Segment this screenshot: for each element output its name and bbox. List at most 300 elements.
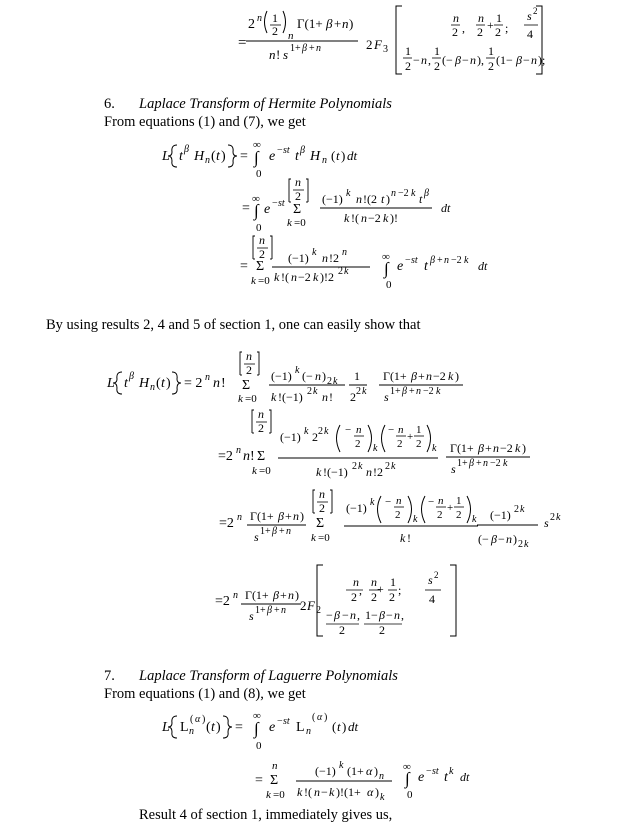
svg-text:n: n xyxy=(257,13,262,24)
svg-text:s: s xyxy=(527,9,532,23)
svg-text:,: , xyxy=(359,583,362,597)
svg-text:t: t xyxy=(419,192,423,206)
svg-text:2: 2 xyxy=(533,6,538,16)
svg-text:!2: !2 xyxy=(373,465,383,479)
svg-text:β: β xyxy=(516,53,522,67)
svg-text:=2: =2 xyxy=(215,594,230,609)
svg-text:=: = xyxy=(255,773,263,788)
svg-text:k: k xyxy=(329,785,335,799)
svg-text:F: F xyxy=(374,37,382,52)
svg-text:!2: !2 xyxy=(329,251,339,265)
svg-text:2: 2 xyxy=(488,59,494,73)
svg-text:n: n xyxy=(391,188,396,199)
svg-text:k: k xyxy=(391,461,396,472)
svg-text:)!2: )!2 xyxy=(320,270,334,284)
svg-text:(: ( xyxy=(331,148,336,163)
svg-text:t: t xyxy=(336,148,340,163)
svg-text:s: s xyxy=(384,390,389,404)
svg-text:k: k xyxy=(358,461,363,472)
svg-text:s: s xyxy=(544,516,549,530)
svg-text:β: β xyxy=(300,145,305,156)
svg-text:t: t xyxy=(381,192,385,206)
svg-text:k: k xyxy=(333,376,338,387)
svg-text:t: t xyxy=(211,720,215,735)
svg-text:e: e xyxy=(397,259,404,274)
svg-text:): ) xyxy=(349,16,354,31)
svg-text:4: 4 xyxy=(527,27,533,41)
svg-text:k: k xyxy=(373,443,378,454)
svg-text:n: n xyxy=(314,785,320,799)
svg-text:−: − xyxy=(277,145,283,156)
svg-text:2: 2 xyxy=(258,421,264,435)
svg-text:=2: =2 xyxy=(218,449,233,464)
svg-text:): ) xyxy=(455,369,459,383)
svg-text:(1+: (1+ xyxy=(347,764,364,778)
svg-text:2: 2 xyxy=(434,59,440,73)
svg-text:2: 2 xyxy=(319,501,325,515)
svg-text:+: + xyxy=(409,386,415,397)
svg-text:−: − xyxy=(321,785,328,799)
svg-text:k: k xyxy=(271,390,277,404)
svg-text:Γ(1+: Γ(1+ xyxy=(245,588,269,602)
svg-text:!(−1): !(−1) xyxy=(278,390,303,404)
svg-text:+: + xyxy=(309,43,315,54)
svg-text:Σ: Σ xyxy=(316,516,325,531)
svg-text:n: n xyxy=(398,424,404,436)
svg-text:2: 2 xyxy=(312,430,318,444)
svg-text:t: t xyxy=(216,149,220,164)
svg-text:n: n xyxy=(438,495,444,507)
svg-text:=0: =0 xyxy=(273,789,285,801)
svg-text:0: 0 xyxy=(256,168,262,180)
svg-text:+: + xyxy=(447,502,454,514)
svg-text:k: k xyxy=(362,386,367,397)
svg-text:1+: 1+ xyxy=(457,458,468,469)
svg-text:dt: dt xyxy=(441,201,451,215)
svg-text:β: β xyxy=(379,608,385,622)
svg-text:=0: =0 xyxy=(318,532,330,544)
svg-text:2: 2 xyxy=(327,376,332,387)
svg-text:2: 2 xyxy=(366,37,373,52)
svg-text:−: − xyxy=(272,198,278,209)
svg-text:k: k xyxy=(346,188,351,199)
svg-text:!: ! xyxy=(276,47,281,62)
svg-text:1+: 1+ xyxy=(255,605,266,616)
svg-text:1: 1 xyxy=(354,369,360,383)
svg-text:2: 2 xyxy=(397,438,403,450)
svg-text:s: s xyxy=(283,47,289,62)
svg-text:!: ! xyxy=(221,376,226,391)
svg-text:=0: =0 xyxy=(294,217,306,229)
svg-text:k: k xyxy=(316,465,322,479)
svg-text:β: β xyxy=(278,509,284,523)
svg-text:n: n xyxy=(205,372,210,383)
svg-text:n: n xyxy=(416,386,421,397)
svg-text:β: β xyxy=(411,369,417,383)
svg-text:n: n xyxy=(470,53,476,67)
svg-text:=2: =2 xyxy=(219,516,234,531)
svg-text:st: st xyxy=(432,766,439,777)
svg-text:!(: !( xyxy=(281,270,289,284)
svg-text:2: 2 xyxy=(295,189,301,203)
equation-hermite-laplace xyxy=(0,132,640,292)
svg-text:=: = xyxy=(235,720,243,735)
svg-text:β: β xyxy=(424,188,429,199)
svg-text:(: ( xyxy=(190,714,194,725)
svg-text:α: α xyxy=(367,785,374,799)
svg-text:+: + xyxy=(418,369,425,383)
svg-text:2: 2 xyxy=(351,590,357,604)
svg-text:1: 1 xyxy=(272,11,278,25)
svg-text:2: 2 xyxy=(495,25,501,39)
svg-text:β: β xyxy=(469,458,474,469)
svg-text:n: n xyxy=(243,449,250,464)
svg-text:0: 0 xyxy=(256,222,262,234)
svg-text:n: n xyxy=(421,53,427,67)
svg-text:k: k xyxy=(311,532,316,544)
svg-text:Γ(1+: Γ(1+ xyxy=(450,441,474,455)
svg-text:): ) xyxy=(374,764,378,778)
svg-text:t: t xyxy=(124,376,128,391)
svg-text:k: k xyxy=(524,539,529,550)
svg-text:β: β xyxy=(267,605,272,616)
svg-text:): ) xyxy=(342,719,347,734)
svg-text:!(2: !(2 xyxy=(363,192,377,206)
svg-text:+: + xyxy=(285,509,292,523)
svg-text:): ) xyxy=(522,441,526,455)
svg-text:n: n xyxy=(281,605,286,616)
svg-text:k: k xyxy=(266,789,271,801)
svg-text:): ) xyxy=(221,149,226,164)
svg-text:): ) xyxy=(322,369,326,383)
svg-text:1−: 1− xyxy=(365,608,378,622)
svg-text:Σ: Σ xyxy=(257,449,266,464)
svg-text:n: n xyxy=(493,441,499,455)
svg-text:=: = xyxy=(240,259,248,274)
svg-text:1+: 1+ xyxy=(260,526,271,537)
svg-text:2: 2 xyxy=(356,386,361,397)
svg-text:∫: ∫ xyxy=(254,719,259,738)
svg-text:L: L xyxy=(162,149,170,164)
svg-text:k: k xyxy=(313,386,318,397)
svg-text:k: k xyxy=(515,441,521,455)
svg-text:−: − xyxy=(277,716,283,727)
svg-text:1: 1 xyxy=(434,44,440,58)
svg-text:t: t xyxy=(179,149,183,164)
svg-text:0: 0 xyxy=(256,740,262,752)
svg-text:2: 2 xyxy=(405,59,411,73)
svg-text:α: α xyxy=(317,712,323,723)
svg-text:2: 2 xyxy=(477,25,483,39)
svg-text:e: e xyxy=(264,202,271,217)
svg-text:n: n xyxy=(426,369,432,383)
svg-text:=: = xyxy=(240,149,248,164)
svg-text:2: 2 xyxy=(316,605,321,616)
svg-text:2: 2 xyxy=(246,363,252,377)
svg-text:k: k xyxy=(344,266,349,277)
svg-text:(: ( xyxy=(312,712,316,723)
svg-text:k: k xyxy=(304,426,309,437)
svg-text:n: n xyxy=(322,251,328,265)
svg-text:;: ; xyxy=(505,21,509,35)
svg-text:L: L xyxy=(107,376,115,391)
svg-text:−: − xyxy=(342,608,349,622)
svg-text:2: 2 xyxy=(514,504,519,515)
svg-text:n: n xyxy=(342,16,349,31)
svg-text:2: 2 xyxy=(352,461,357,472)
svg-text:β: β xyxy=(184,144,189,155)
svg-text:(: ( xyxy=(211,149,216,164)
svg-text:): ) xyxy=(513,532,517,546)
svg-text:k: k xyxy=(274,270,280,284)
svg-text:β: β xyxy=(455,53,461,67)
svg-text:1: 1 xyxy=(405,44,411,58)
svg-text:= 2: = 2 xyxy=(184,376,203,391)
svg-text:n: n xyxy=(444,255,449,266)
svg-text:dt: dt xyxy=(347,148,358,163)
svg-text:=: = xyxy=(238,35,247,51)
svg-text:+: + xyxy=(334,16,342,31)
svg-text:k: k xyxy=(287,217,292,229)
equation-laguerre-laplace xyxy=(0,700,640,810)
svg-text:n: n xyxy=(353,575,359,589)
svg-text:β: β xyxy=(491,532,497,546)
svg-text:β: β xyxy=(478,441,484,455)
svg-text:+: + xyxy=(487,18,494,32)
svg-text:!: ! xyxy=(407,531,411,545)
svg-text:+: + xyxy=(476,458,482,469)
svg-text:β: β xyxy=(129,371,134,382)
svg-text:!(−1): !(−1) xyxy=(323,465,348,479)
svg-text:n: n xyxy=(366,465,372,479)
svg-text:(−: (− xyxy=(302,369,313,383)
svg-text:2: 2 xyxy=(307,386,312,397)
svg-text:): ) xyxy=(166,376,171,391)
svg-text:0: 0 xyxy=(407,789,413,801)
svg-text:Σ: Σ xyxy=(242,378,251,393)
svg-text:(1−: (1− xyxy=(496,53,513,67)
svg-text:): ) xyxy=(295,588,299,602)
svg-text:−: − xyxy=(413,53,420,67)
svg-text:n: n xyxy=(379,771,384,782)
svg-text:n: n xyxy=(316,43,321,54)
svg-text:n: n xyxy=(506,532,512,546)
svg-text:+: + xyxy=(279,526,285,537)
svg-text:1: 1 xyxy=(390,575,396,589)
svg-text:−: − xyxy=(386,608,393,622)
svg-text:k: k xyxy=(312,247,317,258)
svg-text:2: 2 xyxy=(456,509,462,521)
svg-text:k: k xyxy=(370,497,375,508)
svg-text:n: n xyxy=(213,376,220,391)
svg-text:!(: !( xyxy=(351,211,359,225)
svg-text:n: n xyxy=(150,382,155,393)
svg-text:−: − xyxy=(523,53,530,67)
svg-text:2: 2 xyxy=(350,390,356,404)
svg-text:∫: ∫ xyxy=(405,769,410,788)
svg-text:Γ(1+: Γ(1+ xyxy=(250,509,274,523)
svg-text:n: n xyxy=(286,526,291,537)
svg-text:=0: =0 xyxy=(259,465,271,477)
svg-text:k: k xyxy=(251,275,256,287)
svg-text:2: 2 xyxy=(434,570,439,580)
svg-text:∞: ∞ xyxy=(253,139,261,151)
svg-text:n: n xyxy=(269,47,276,62)
svg-text:!(: !( xyxy=(304,785,312,799)
svg-text:k: k xyxy=(295,365,300,376)
svg-text:k: k xyxy=(464,255,469,266)
svg-text:+: + xyxy=(407,431,414,443)
svg-text:4: 4 xyxy=(429,592,435,606)
svg-text:−2: −2 xyxy=(500,441,513,455)
svg-text:st: st xyxy=(411,255,418,266)
svg-text:Σ: Σ xyxy=(293,202,302,217)
svg-text:β: β xyxy=(302,43,307,54)
svg-text:(−1): (−1) xyxy=(288,251,309,265)
svg-text:)!(1+: )!(1+ xyxy=(336,785,361,799)
section-6-number: 6. xyxy=(104,96,115,112)
svg-text:+: + xyxy=(377,582,384,596)
svg-text:2: 2 xyxy=(416,438,422,450)
svg-text:st: st xyxy=(283,716,290,727)
svg-text:Γ(1+: Γ(1+ xyxy=(297,16,323,31)
svg-text:n: n xyxy=(291,270,297,284)
svg-text:n: n xyxy=(478,11,484,25)
svg-text:t: t xyxy=(337,719,341,734)
svg-text:2: 2 xyxy=(550,512,555,523)
svg-text:−: − xyxy=(405,255,411,266)
svg-text:,: , xyxy=(401,608,404,622)
svg-text:n: n xyxy=(361,211,367,225)
svg-text:Σ: Σ xyxy=(256,259,265,274)
svg-text:∫: ∫ xyxy=(254,148,259,167)
svg-text:k: k xyxy=(313,270,319,284)
svg-text:): ) xyxy=(202,714,206,725)
svg-text:L: L xyxy=(162,720,170,735)
svg-text:β: β xyxy=(273,588,279,602)
svg-text:2: 2 xyxy=(518,539,523,550)
svg-text:n: n xyxy=(293,509,299,523)
svg-text:n: n xyxy=(322,155,327,166)
svg-text:n: n xyxy=(315,369,321,383)
svg-text:∞: ∞ xyxy=(382,251,390,263)
svg-text:(−1): (−1) xyxy=(346,501,367,515)
svg-text:−: − xyxy=(388,424,395,436)
svg-text:dt: dt xyxy=(348,719,359,734)
svg-text:1: 1 xyxy=(496,11,502,25)
svg-text:n: n xyxy=(288,30,294,42)
svg-text:k: k xyxy=(380,792,385,803)
svg-text:2: 2 xyxy=(437,509,443,521)
svg-text:−2: −2 xyxy=(490,458,501,469)
svg-text:k: k xyxy=(472,514,477,525)
equation-hermite-derivation xyxy=(0,340,640,640)
svg-text:3: 3 xyxy=(383,44,388,55)
svg-text:): ) xyxy=(324,712,328,723)
svg-text:(−: (− xyxy=(478,532,489,546)
svg-text:n: n xyxy=(342,247,347,258)
svg-text:∞: ∞ xyxy=(253,710,261,722)
svg-text:s: s xyxy=(249,609,254,623)
svg-text:k: k xyxy=(238,393,243,405)
transition-sentence: By using results 2, 4 and 5 of section 1, one can easily show that xyxy=(46,317,421,333)
svg-text:2: 2 xyxy=(452,25,458,39)
svg-text:−: − xyxy=(326,608,333,622)
svg-text:2: 2 xyxy=(355,438,361,450)
svg-text:1: 1 xyxy=(488,44,494,58)
svg-text:): ) xyxy=(300,509,304,523)
svg-text:(: ( xyxy=(206,720,211,735)
svg-text:−: − xyxy=(498,532,505,546)
svg-text:n: n xyxy=(233,590,238,601)
svg-text:β: β xyxy=(334,608,340,622)
svg-text:): ) xyxy=(386,192,390,206)
svg-text:−2: −2 xyxy=(398,188,409,199)
svg-text:k: k xyxy=(400,531,406,545)
svg-text:−: − xyxy=(426,766,432,777)
svg-text:L: L xyxy=(296,720,305,735)
svg-text:−: − xyxy=(428,496,435,508)
svg-text:(−1): (−1) xyxy=(280,430,301,444)
svg-text:k: k xyxy=(436,386,441,397)
svg-text:e: e xyxy=(269,149,276,164)
svg-text:1: 1 xyxy=(456,495,462,507)
svg-text:Γ(1+: Γ(1+ xyxy=(383,369,407,383)
svg-text:(−1): (−1) xyxy=(490,508,511,522)
svg-text:n: n xyxy=(319,487,325,501)
svg-text:t: t xyxy=(424,259,428,274)
svg-text:2: 2 xyxy=(248,17,255,32)
svg-text:s: s xyxy=(451,462,456,476)
svg-text:n: n xyxy=(189,726,194,737)
svg-text:−2: −2 xyxy=(298,270,311,284)
svg-text:k: k xyxy=(413,514,418,525)
svg-text:−: − xyxy=(462,53,469,67)
svg-text:n: n xyxy=(371,575,377,589)
svg-text:2: 2 xyxy=(385,461,390,472)
svg-text:H: H xyxy=(310,149,321,164)
svg-text:2: 2 xyxy=(395,509,401,521)
svg-text:dt: dt xyxy=(478,259,488,273)
svg-text:n: n xyxy=(531,53,537,67)
svg-text:(: ( xyxy=(156,376,161,391)
svg-text:=0: =0 xyxy=(258,275,270,287)
svg-text:H: H xyxy=(194,149,205,164)
section-6-intro: From equations (1) and (7), we get xyxy=(104,114,306,130)
svg-text:s: s xyxy=(254,530,259,544)
svg-text:s: s xyxy=(428,573,433,587)
svg-text:);: ); xyxy=(538,53,546,67)
svg-text:): ) xyxy=(216,720,221,735)
svg-text:e: e xyxy=(269,720,276,735)
svg-text:0: 0 xyxy=(386,279,392,291)
svg-text:n: n xyxy=(295,175,301,189)
svg-text:−: − xyxy=(345,424,352,436)
svg-text:n: n xyxy=(350,608,356,622)
svg-text:1: 1 xyxy=(416,424,422,436)
svg-text:+: + xyxy=(280,588,287,602)
svg-text:α: α xyxy=(195,714,201,725)
section-7-number: 7. xyxy=(104,668,115,684)
svg-text:st: st xyxy=(278,198,285,209)
svg-text:(−1): (−1) xyxy=(315,764,336,778)
svg-text:∫: ∫ xyxy=(254,201,259,220)
svg-text:k: k xyxy=(383,211,389,225)
svg-text:(−: (− xyxy=(442,53,453,67)
svg-text:β: β xyxy=(272,526,277,537)
svg-text:=0: =0 xyxy=(245,393,257,405)
svg-text:n: n xyxy=(237,512,242,523)
